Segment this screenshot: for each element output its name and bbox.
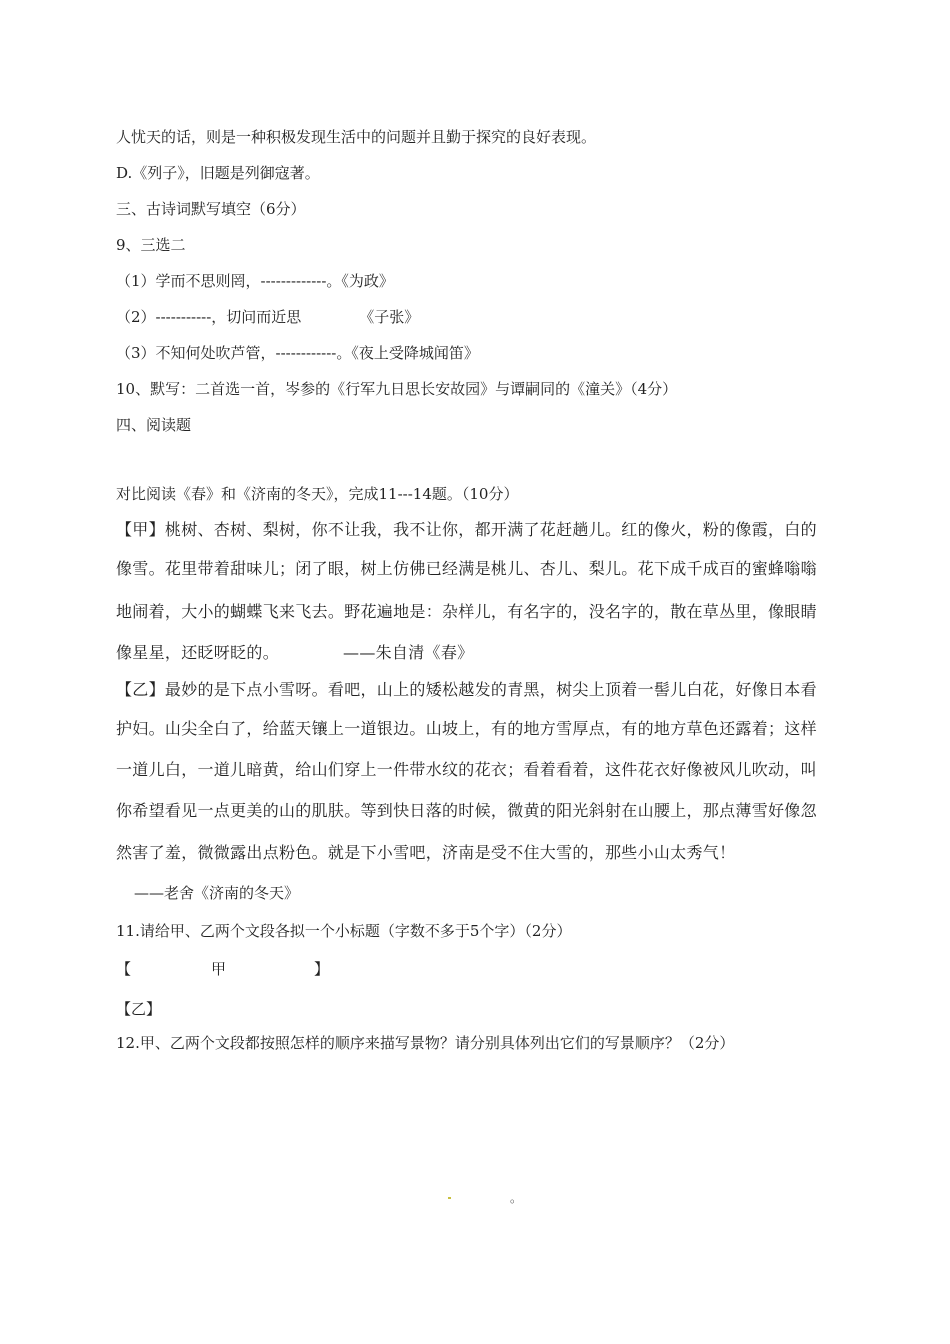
passage-yi-line: 护妇。山尖全白了，给蓝天镶上一道银边。山坡上，有的地方雪厚点，有的地方草色还露着；这样 [116,719,817,738]
question-9-item-3: （3）不知何处吹芦管，------------。《夜上受降城闻笛》 [116,344,479,362]
question-9-item-1: （1）学而不思则罔，-------------。《为政》 [116,272,394,290]
bracket-open: 【 [116,960,132,978]
passage-yi-line: 【乙】最妙的是下点小雪呀。看吧，山上的矮松越发的青黑，树尖上顶着一髻儿白花，好像日本看 [116,680,817,699]
section-heading-poetry: 三、古诗词默写填空（6分） [116,200,306,218]
passage-yi-line: 你希望看见一点更美的山的肌肤。等到快日落的时候，微黄的阳光斜射在山腰上，那点薄雪好像忽 [116,801,817,820]
passage-jia-line: 【甲】桃树、杏树、梨树，你不让我，我不让你，都开满了花赶趟儿。红的像火，粉的像霞，白的 [116,520,817,539]
passage-yi-source-line [116,883,299,903]
question-11-answer-jia [116,959,329,979]
passage-yi-line: 一道儿白，一道儿暗黄，给山们穿上一件带水纹的花衣；看着看着，这件花衣好像被风儿吹动，叫 [116,760,817,779]
question-9: 9、三选二 [116,236,186,254]
section-heading-reading: 四、阅读题 [116,416,192,434]
footer-mark: 。 [510,1191,523,1205]
passage-jia-line: 像雪。花里带着甜味儿；闭了眼，树上仿佛已经满是桃儿、杏儿、梨儿。花下成千成百的蜜蜂嗡嗡 [116,559,817,578]
decorative-dot [448,1197,451,1199]
bracket-close: 】 [314,960,330,978]
text-line: 人忧天的话，则是一种积极发现生活中的问题并且勤于探究的良好表现。 [116,128,597,146]
passage-yi-source: ——老舍《济南的冬天》 [134,884,300,902]
passage-jia-text: 像星星，还眨呀眨的。 [116,643,280,662]
question-10: 10、默写：二首选一首，岑参的《行军九日思长安故园》与谭嗣同的《潼关》（4分） [116,380,678,398]
label-jia: 甲 [211,960,227,978]
passage-jia-line: 地闹着，大小的蝴蝶飞来飞去。野花遍地是：杂样儿，有名字的，没名字的，散在草丛里，像眼睛 [116,602,817,621]
question-9-item-2-text: （2）-----------，切问而近思 [116,308,302,326]
question-9-item-2 [116,307,419,327]
reading-instruction: 对比阅读《春》和《济南的冬天》，完成11---14题。（10分） [116,485,519,503]
passage-jia-source: ——朱自清《春》 [343,643,474,662]
question-11: 11.请给甲、乙两个文段各拟一个小标题（字数不多于5个字）（2分） [116,922,572,940]
passage-jia-line [116,643,473,663]
passage-yi-line: 然害了羞，微微露出点粉色。就是下小雪吧，济南是受不住大雪的，那些小山太秀气！ [116,843,736,862]
option-d: D.《列子》，旧题是列御寇著。 [116,164,320,182]
question-11-answer-yi: 【乙】 [116,1000,162,1018]
question-9-item-2-source: 《子张》 [359,308,420,326]
question-12: 12.甲、乙两个文段都按照怎样的顺序来描写景物？请分别具体列出它们的写景顺序？（2分） [116,1034,735,1052]
